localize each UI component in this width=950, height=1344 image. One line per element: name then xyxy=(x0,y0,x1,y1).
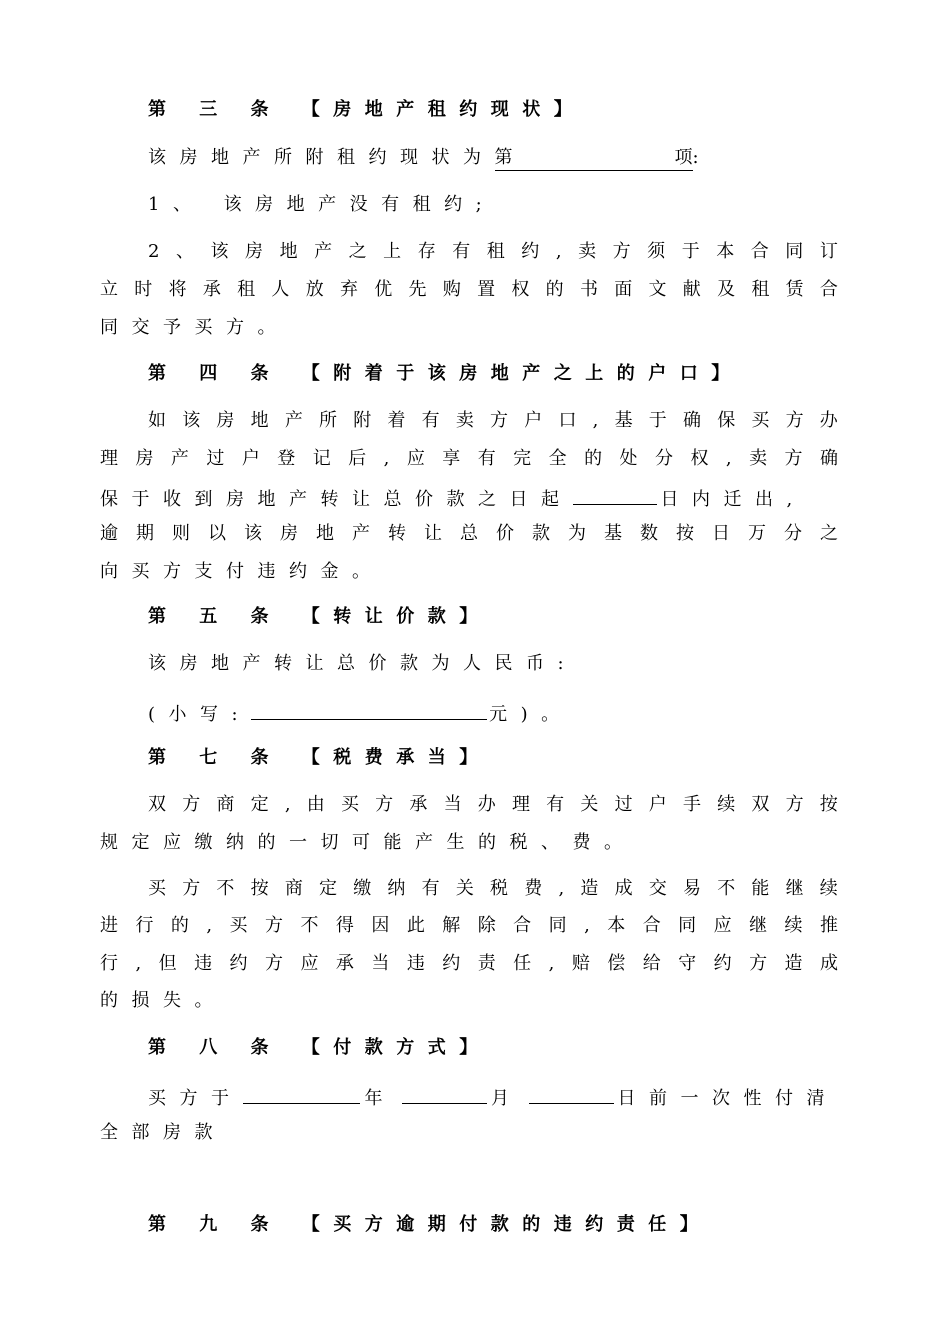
article-3-paragraph-1: 该房地产所附租约现状为第 项 : xyxy=(148,146,712,171)
article-7-heading: 第 七 条 【税费承当】 xyxy=(148,747,491,768)
move-out-days-blank xyxy=(573,484,657,505)
article-7-para-2-line-2: 进 行 的 , 买 方 不 得 因 此 解 除 合 同 , 本 合 同 应 继 续 推 xyxy=(100,915,838,936)
article-7-para-2-line-4: 的损失。 xyxy=(100,990,226,1011)
article-7-para-2-line-3: 行 , 但 违 约 方 应 承 当 违 约 责 任 , 赔 偿 给 守 约 方 造 成 xyxy=(100,953,838,974)
article-3-item-2-line-1: 2 、 该 房 地 产 之 上 存 有 租 约 , 卖 方 须 于 本 合 同 订 xyxy=(148,241,838,262)
article-4-line-5: 向买方支付违约金。 xyxy=(100,561,384,582)
article-3-item-2-line-2: 立 时 将 承 租 人 放 弃 优 先 购 置 权 的 书 面 文 献 及 租 赁 合 xyxy=(100,279,838,300)
article-3-item-2-line-3: 同交予买方。 xyxy=(100,317,289,338)
article-4-heading: 第 四 条 【附着于该房地产之上的户口】 xyxy=(148,363,743,384)
article-5-heading: 第 五 条 【转让价款】 xyxy=(148,606,491,627)
article-7-para-2-line-1: 买 方 不 按 商 定 缴 纳 有 关 税 费 , 造 成 交 易 不 能 继 续 xyxy=(148,878,838,899)
article-7-para-1-line-1: 双 方 商 定 , 由 买 方 承 当 办 理 有 关 过 户 手 续 双 方 按 xyxy=(148,794,838,815)
article-5-line-2: (小写: 元)。 xyxy=(148,699,573,727)
article-8-line-1: 买方于 年 月 日前一次性付清 xyxy=(148,1083,838,1111)
article-3-item-1: 1、 该房地产没有租约; xyxy=(148,194,496,215)
article-4-line-4: 逾 期 则 以 该 房 地 产 转 让 总 价 款 为 基 数 按 日 万 分 之 xyxy=(100,523,838,544)
article-8-heading: 第 八 条 【付款方式】 xyxy=(148,1037,491,1058)
article-4-line-2: 理 房 产 过 户 登 记 后 , 应 享 有 完 全 的 处 分 权 , 卖 方 确 xyxy=(100,448,838,469)
article-9-heading: 第 九 条 【买方逾期付款的违约责任】 xyxy=(148,1214,712,1235)
payment-year-blank xyxy=(243,1083,361,1104)
payment-day-blank xyxy=(529,1083,614,1104)
article-8-line-2: 全部房款 xyxy=(100,1122,226,1143)
lease-status-text: 该房地产所附租约现状为 xyxy=(148,147,495,168)
article-4-line-1: 如 该 房 地 产 所 附 着 有 卖 方 户 口 , 基 于 确 保 买 方 办 xyxy=(148,410,838,431)
article-5-line-1: 该房地产转让总价款为人民币: xyxy=(148,653,578,674)
lease-item-blank: 第 项 xyxy=(495,146,693,171)
article-7-para-1-line-2: 规定应缴纳的一切可能产生的税、费。 xyxy=(100,832,636,853)
article-3-heading: 第 三 条 【房地产租约现状】 xyxy=(148,99,586,120)
price-amount-blank xyxy=(251,699,487,720)
payment-month-blank xyxy=(402,1083,487,1104)
article-4-line-3: 保于收到房地产转让总价款之日起 日内迁出, xyxy=(100,484,806,512)
